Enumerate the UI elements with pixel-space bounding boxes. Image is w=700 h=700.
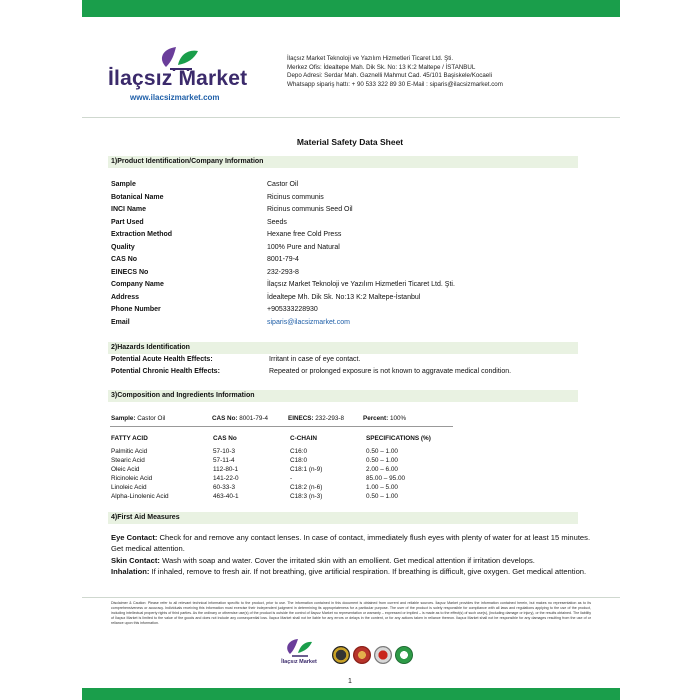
disclaimer-divider [82,597,620,598]
table-header-cas-no: CAS No [213,435,237,442]
first-aid-text [111,532,591,577]
company-line: İlaçsız Market Teknoloji ve Yazılım Hizmetleri Ticaret Ltd. Şti. [287,55,454,62]
inhalation-text: If inhaled, remove to fresh air. If not breathing, give artificial respiration. If breathing is difficult, give oxygen. Get medical attention. [149,566,587,576]
top-green-bar [82,0,620,17]
company-line: Merkez Ofis: İdealtepe Mah. Dik Sk. No: 13 K:2 Maltepe / İSTANBUL [287,63,476,71]
field-label: Phone Number [111,306,161,313]
field-value: Castor Oil [267,181,299,188]
table-cell: C18:0 [290,457,308,464]
certification-seal-icon [353,646,371,664]
skin-contact-label: Skin Contact: [111,555,160,565]
table-cell: Linoleic Acid [111,484,147,491]
bottom-green-bar [82,688,620,700]
field-label: Email [111,318,130,326]
gmp-badge-icon [374,646,392,664]
field-value: 100% Pure and Natural [267,243,340,251]
table-cell: 0.50 – 1.00 [366,448,398,455]
field-label: Part Used [111,218,144,226]
field-label: Quality [111,243,135,251]
logo-url[interactable]: www.ilacsizmarket.com [130,93,220,102]
hazard-label: Potential Chronic Health Effects: [111,368,220,375]
footer-logo-icon [274,638,324,674]
summary-sample [111,415,165,422]
table-cell: - [290,475,293,482]
summary-label: Sample: [111,415,136,422]
field-value: Ricinus communis [267,193,324,201]
section-heading-first-aid: 4)First Aid Measures [108,512,578,524]
table-cell: 0.50 – 1.00 [366,457,398,464]
table-cell: 2.00 – 6.00 [366,466,398,473]
inhalation-paragraph [111,566,591,577]
table-cell: 1.00 – 5.00 [366,484,398,491]
section-heading-composition: 3)Composition and Ingredients Information [108,390,578,402]
table-cell: 60-33-3 [213,484,236,491]
inhalation-label: Inhalation: [111,566,150,576]
company-logo [108,45,278,107]
table-header-specifications: SPECIFICATIONS (%) [366,435,431,442]
footer-logo [274,638,324,674]
summary-label: CAS No: [212,415,238,422]
table-cell: 141-22-0 [213,475,239,482]
table-cell: C18:1 (n-9) [290,466,323,473]
footer-logo-text: İlaçsız Market [281,659,317,665]
summary-percent [363,415,406,422]
table-cell: Stearic Acid [111,457,145,464]
table-cell: C18:2 (n-6) [290,484,323,491]
company-line: Whatsapp sipariş hattı: + 90 533 322 89 30 E-Mail : siparis@ilacsizmarket.com [287,80,503,88]
halal-badge-icon [395,646,413,664]
field-label: Sample [111,181,136,188]
company-line: Depo Adresi: Serdar Mah. Gaznelli Mahmut Cad. 45/101 Başiskele/Kocaeli [287,72,492,80]
disclaimer-text: Disclaimer & Caution: Please refer to all relevant technical information specific to the product, prior to use. The information contained in this document is obtained from current and reliable sources. İlaçsız Market provides the information contained herein, but makes no representation as to its comprehensiveness or accuracy. Individuals receiving this information must exercise their independent judgment in determining its appropriateness for a particular purpose. The user of the product is solely responsible for compliance with all laws and regulations applying to the use of the product, including intellectual property rights of third parties. As the ordinary or otherwise use(s) of the product is outside the control of İlaçsız Market no representation or warranty – expressed or implied – is made as to the effect(s) of such use(s), (including damage or injury), or the results obtained. The liability of İlaçsız Market is limited to the value of the goods and does not include any consequential loss. İlaçsız Market shall not be liable for any errors or delays in the content, or for any actions taken in reliance thereon. İlaçsız Market shall not be responsible for any damages resulting from the use of or reliance upon this information. [111,601,591,625]
summary-value: 8001-79-4 [239,415,269,422]
header-divider [82,117,620,118]
table-cell: 0.50 – 1.00 [366,493,398,500]
email-link[interactable]: siparis@ilacsizmarket.com [267,318,350,326]
table-cell: 463-40-1 [213,493,239,500]
section-heading-product-identification: 1)Product Identification/Company Information [108,156,578,168]
table-cell: C18:3 (n-3) [290,493,323,500]
field-label: INCI Name [111,206,147,213]
table-cell: C16:0 [290,448,308,455]
table-cell: 57-10-3 [213,448,236,455]
field-value: Hexane free Cold Press [267,231,342,238]
summary-value: Castor Oil [137,415,166,422]
eye-contact-paragraph [111,532,591,555]
hazard-value: Repeated or prolonged exposure is not known to aggravate medical condition. [269,368,512,375]
summary-cas [212,415,268,422]
field-label: Extraction Method [111,231,173,238]
table-cell: Oleic Acid [111,466,140,473]
field-label: Company Name [111,281,164,288]
table-header-fatty-acid: FATTY ACID [111,435,148,442]
hazard-label: Potential Acute Health Effects: [111,356,213,363]
table-cell: Ricinoleic Acid [111,475,153,482]
field-value: 232-293-8 [267,268,299,276]
summary-value: 100% [389,415,407,422]
field-value: Ricinus communis Seed Oil [267,206,353,213]
field-label: Botanical Name [111,193,164,201]
field-label: CAS No [111,256,138,263]
field-label: EINECS No [111,268,149,276]
summary-label: EINECS: [288,415,314,422]
eye-contact-label: Eye Contact: [111,533,158,542]
field-value: Seeds [267,218,287,226]
table-cell: 112-80-1 [213,466,239,473]
summary-value: 232-293-8 [315,415,345,422]
field-value: +905333228930 [267,306,318,313]
field-value: 8001-79-4 [267,256,299,263]
summary-label: Percent: [363,415,389,422]
skin-contact-paragraph [111,555,591,566]
summary-einecs [288,415,344,422]
field-value: İdealtepe Mh. Dik Sk. No:13 K:2 Maltepe-İstanbul [267,293,421,301]
logo-text: İlaçsız Market [108,67,248,90]
field-value: İlaçsız Market Teknoloji ve Yazılım Hizmetleri Ticaret Ltd. Şti. [267,281,455,288]
summary-divider [110,426,453,427]
quality-badge-icon [332,646,350,664]
table-header-c-chain: C-CHAIN [290,435,317,442]
table-cell: 57-11-4 [213,457,235,464]
company-info [287,55,503,89]
table-cell: 85.00 – 95.00 [366,475,406,482]
table-cell: Palmitic Acid [111,448,148,455]
table-cell: Alpha-Linolenic Acid [111,493,169,500]
skin-contact-text: Wash with soap and water. Cover the irritated skin with an emollient. Get medical attention if irritation develops. [159,555,535,565]
field-label: Address [111,293,140,301]
page-number: 1 [348,678,352,685]
eye-contact-text: Check for and remove any contact lenses. In case of contact, immediately flush eyes with plenty of water for at least 15 minutes. Get medical attention. [111,533,591,554]
document-title: Material Safety Data Sheet [296,137,404,147]
section-heading-hazards: 2)Hazards Identification [108,342,578,354]
hazard-value: Irritant in case of eye contact. [269,356,361,363]
